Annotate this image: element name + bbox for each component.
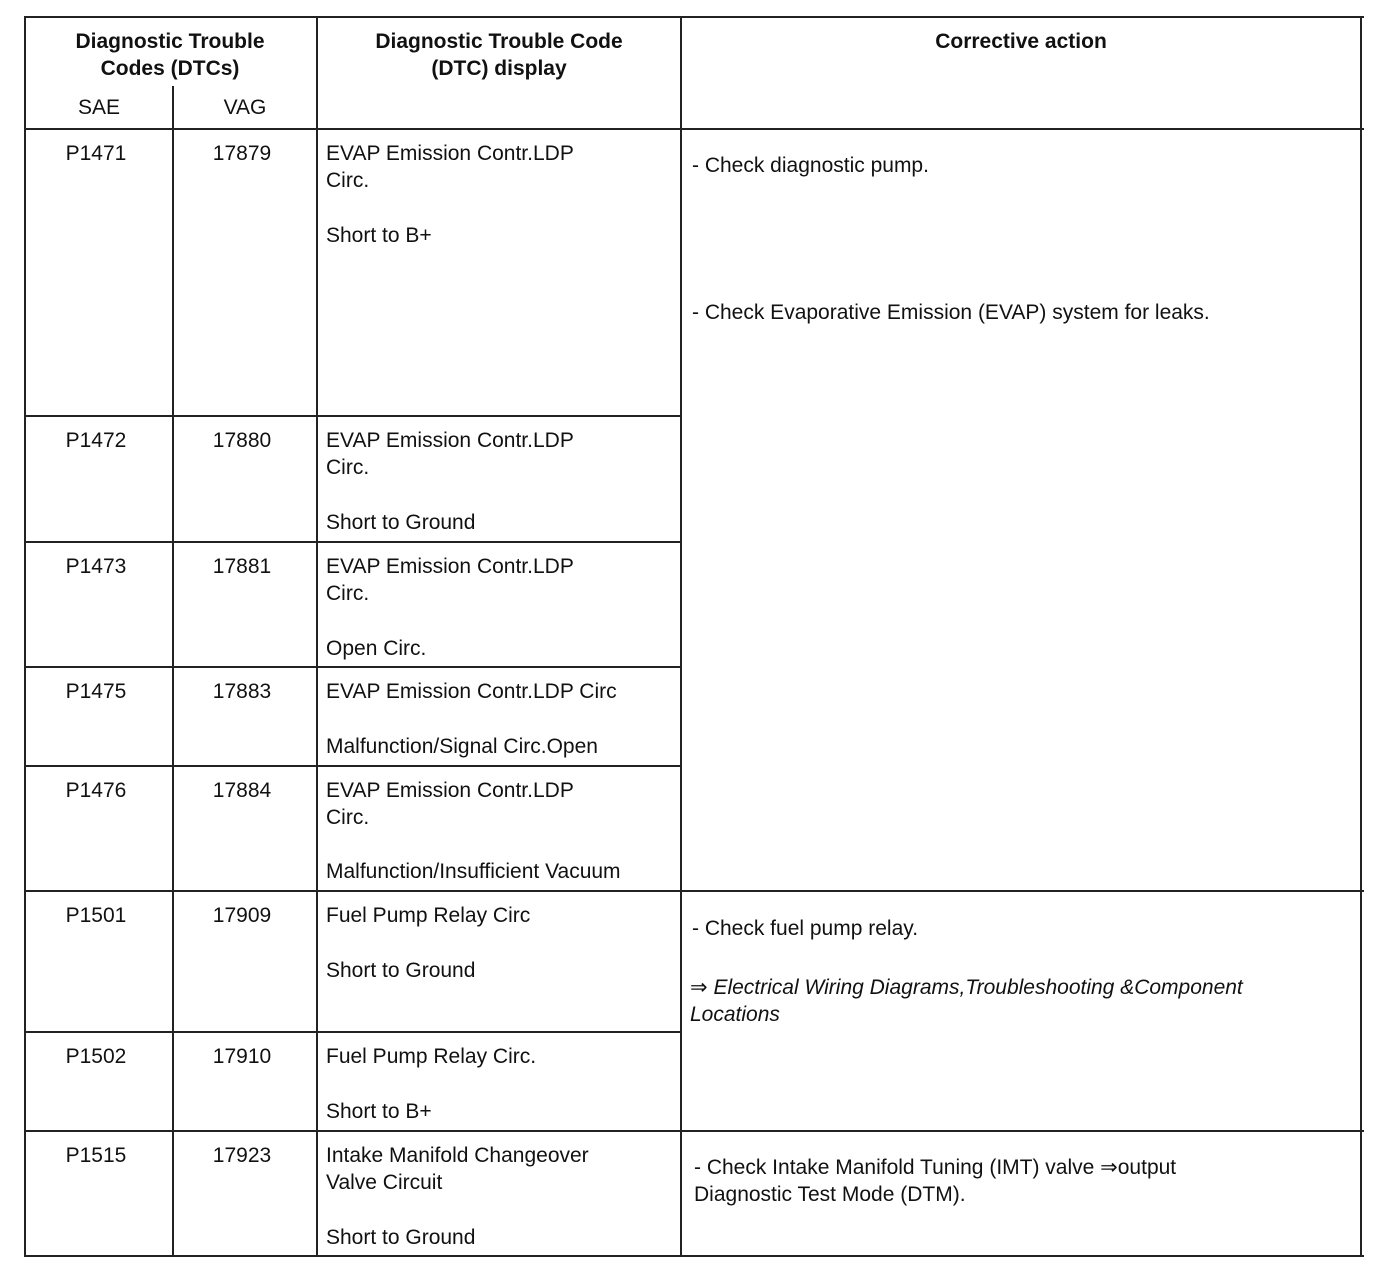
row-divider xyxy=(24,666,682,668)
table-border-top xyxy=(24,16,1364,18)
column-divider xyxy=(316,16,318,1257)
dtc-display-line: Malfunction/Signal Circ.Open xyxy=(326,735,598,758)
vag-code: 17909 xyxy=(212,904,272,927)
sae-code: P1473 xyxy=(65,555,127,578)
header-display: Diagnostic Trouble Code (DTC) display xyxy=(375,30,623,80)
header-sae: SAE xyxy=(77,96,121,119)
dtc-display-line: Fuel Pump Relay Circ. xyxy=(326,1045,537,1068)
vag-code: 17910 xyxy=(212,1045,272,1068)
dtc-display-line: Valve Circuit xyxy=(326,1171,443,1194)
vag-code: 17884 xyxy=(212,779,272,802)
dtc-display-line: Circ. xyxy=(326,582,370,605)
dtc-display-line: Malfunction/Insufficient Vacuum xyxy=(326,860,621,883)
corrective-action: - Check Intake Manifold Tuning (IMT) valve ⇒output xyxy=(694,1156,1177,1179)
dtc-display-line: Intake Manifold Changeover xyxy=(326,1144,589,1167)
corrective-action: - Check Evaporative Emission (EVAP) system for leaks. xyxy=(692,301,1210,324)
corrective-action: - Check fuel pump relay. xyxy=(692,917,919,940)
dtc-display-line: EVAP Emission Contr.LDP xyxy=(326,429,574,452)
dtc-display-line: Circ. xyxy=(326,169,370,192)
column-divider xyxy=(172,86,174,1257)
row-divider xyxy=(24,541,682,543)
corrective-action: - Check diagnostic pump. xyxy=(692,154,929,177)
row-divider xyxy=(24,765,682,767)
corrective-action: Diagnostic Test Mode (DTM). xyxy=(694,1183,966,1206)
dtc-display-line: Circ. xyxy=(326,806,370,829)
vag-code: 17881 xyxy=(212,555,272,578)
dtc-display-line: EVAP Emission Contr.LDP xyxy=(326,779,574,802)
dtc-display-line: Circ. xyxy=(326,456,370,479)
sae-code: P1475 xyxy=(65,680,127,703)
sae-code: P1502 xyxy=(65,1045,127,1068)
header-action: Corrective action xyxy=(935,30,1107,53)
arrow-right-icon: ⇒ xyxy=(690,976,708,999)
sae-code: P1515 xyxy=(65,1144,127,1167)
table-border-bottom xyxy=(24,1255,1364,1257)
dtc-display-line: EVAP Emission Contr.LDP xyxy=(326,142,574,165)
vag-code: 17880 xyxy=(212,429,272,452)
vag-code: 17883 xyxy=(212,680,272,703)
wiring-diagram-link-text: Electrical Wiring Diagrams,Troubleshooting &Component xyxy=(713,976,1243,999)
row-divider xyxy=(24,1031,682,1033)
sae-code: P1476 xyxy=(65,779,127,802)
row-divider xyxy=(24,1130,1364,1132)
header-vag: VAG xyxy=(223,96,267,119)
dtc-display-line: Short to Ground xyxy=(326,1226,476,1249)
vag-code: 17879 xyxy=(212,142,272,165)
vag-code: 17923 xyxy=(212,1144,272,1167)
sae-code: P1471 xyxy=(65,142,127,165)
sae-code: P1472 xyxy=(65,429,127,452)
wiring-diagram-link-continued[interactable]: Locations xyxy=(690,1003,780,1026)
wiring-diagram-link[interactable] xyxy=(690,974,1243,1002)
column-divider xyxy=(680,16,682,1257)
dtc-display-line: EVAP Emission Contr.LDP Circ xyxy=(326,680,617,703)
header-divider xyxy=(24,128,1364,130)
dtc-display-line: Open Circ. xyxy=(326,637,427,660)
dtc-display-line: Short to Ground xyxy=(326,959,476,982)
row-divider xyxy=(24,415,682,417)
header-dtc-group: Diagnostic Trouble Codes (DTCs) xyxy=(75,30,265,80)
table-border-right xyxy=(1360,16,1362,1257)
sae-code: P1501 xyxy=(65,904,127,927)
dtc-display-line: EVAP Emission Contr.LDP xyxy=(326,555,574,578)
dtc-display-line: Short to B+ xyxy=(326,1100,432,1123)
dtc-display-line: Short to Ground xyxy=(326,511,476,534)
row-divider xyxy=(24,890,1364,892)
dtc-display-line: Fuel Pump Relay Circ xyxy=(326,904,531,927)
dtc-display-line: Short to B+ xyxy=(326,224,432,247)
